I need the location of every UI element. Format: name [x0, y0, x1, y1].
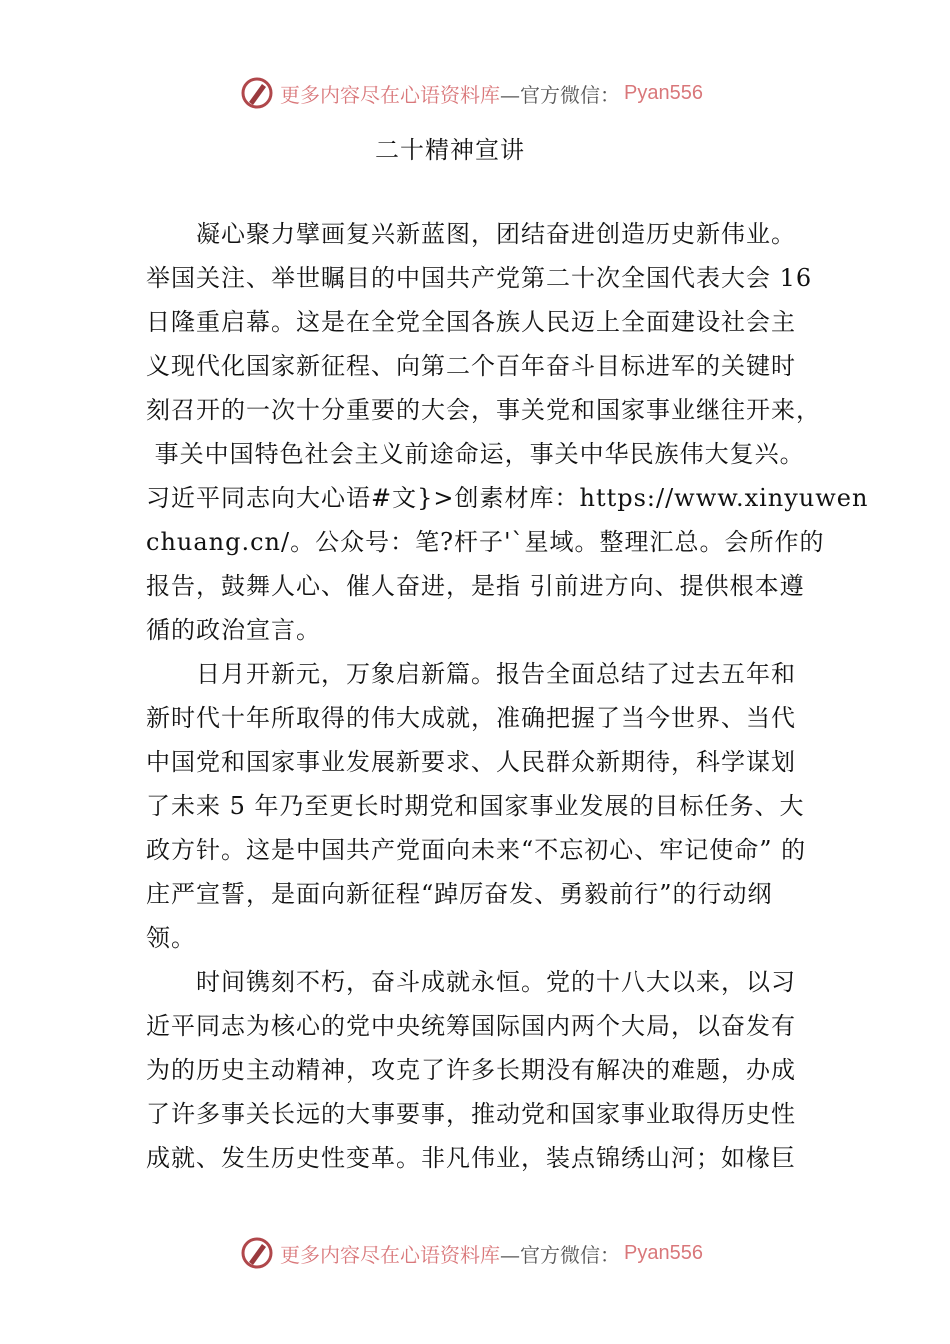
text-line: 成就、发生历史性变革。非凡伟业，装点锦绣山河；如椽巨	[146, 1144, 796, 1172]
text-line: 循的政治宣言。	[146, 616, 321, 644]
text-line: 领。	[146, 924, 196, 952]
text-line: 近平同志为核心的党中央统筹国际国内两个大局，以奋发有	[146, 1012, 796, 1040]
text-line: 中国党和国家事业发展新要求、人民群众新期待，科学谋划	[146, 748, 796, 776]
text-line: 了未来 5 年乃至更长时期党和国家事业发展的目标任务、大	[146, 792, 805, 820]
text-line: 为的历史主动精神，攻克了许多长期没有解决的难题，办成	[146, 1056, 796, 1084]
watermark-site: 更多内容尽在心语资料库	[280, 1242, 500, 1267]
text-line: 了许多事关长远的大事要事，推动党和国家事业取得历史性	[146, 1100, 796, 1128]
footer-watermark	[240, 1235, 703, 1271]
pen-logo-icon	[240, 1236, 274, 1270]
watermark-site: 更多内容尽在心语资料库	[280, 82, 500, 107]
text-line: 报告，鼓舞人心、催人奋进，是指 引前进方向、提供根本遵	[146, 572, 805, 600]
text-line: 政方针。这是中国共产党面向未来“不忘初心、牢记使命” 的	[146, 836, 807, 864]
pen-logo-icon	[240, 76, 274, 110]
text-line: 日月开新元，万象启新篇。报告全面总结了过去五年和	[196, 660, 796, 688]
watermark-wechat-id: Pyan556	[624, 1241, 703, 1264]
header-watermark	[240, 75, 703, 111]
watermark-wechat-id: Pyan556	[624, 81, 703, 104]
text-line: 事关中国特色社会主义前途命运，事关中华民族伟大复兴。	[146, 440, 805, 468]
text-line: 习近平同志向大心语#文}>创素材库：https://www.xinyuwen	[146, 484, 869, 512]
document-body	[146, 212, 869, 1180]
text-line: 庄严宣誓，是面向新征程“踔厉奋发、勇毅前行”的行动纲	[146, 880, 773, 908]
text-line: 新时代十年所取得的伟大成就，准确把握了当今世界、当代	[146, 704, 796, 732]
watermark-dash: —官方微信：	[500, 1242, 620, 1267]
text-line: 义现代化国家新征程、向第二个百年奋斗目标进军的关键时	[146, 352, 796, 380]
text-line: 刻召开的一次十分重要的大会，事关党和国家事业继往开来，	[146, 396, 821, 424]
watermark-dash: —官方微信：	[500, 82, 620, 107]
document-title: 二十精神宣讲	[375, 136, 525, 164]
text-line: 日隆重启幕。这是在全党全国各族人民迈上全面建设社会主	[146, 308, 796, 336]
text-line: 举国关注、举世瞩目的中国共产党第二十次全国代表大会 16	[146, 264, 813, 292]
text-line: chuang.cn/。公众号：笔?杆子'`星域。整理汇总。会所作的	[146, 528, 825, 556]
text-line: 时间镌刻不朽，奋斗成就永恒。党的十八大以来，以习	[196, 968, 796, 996]
text-line: 凝心聚力擘画复兴新蓝图，团结奋进创造历史新伟业。	[196, 220, 796, 248]
